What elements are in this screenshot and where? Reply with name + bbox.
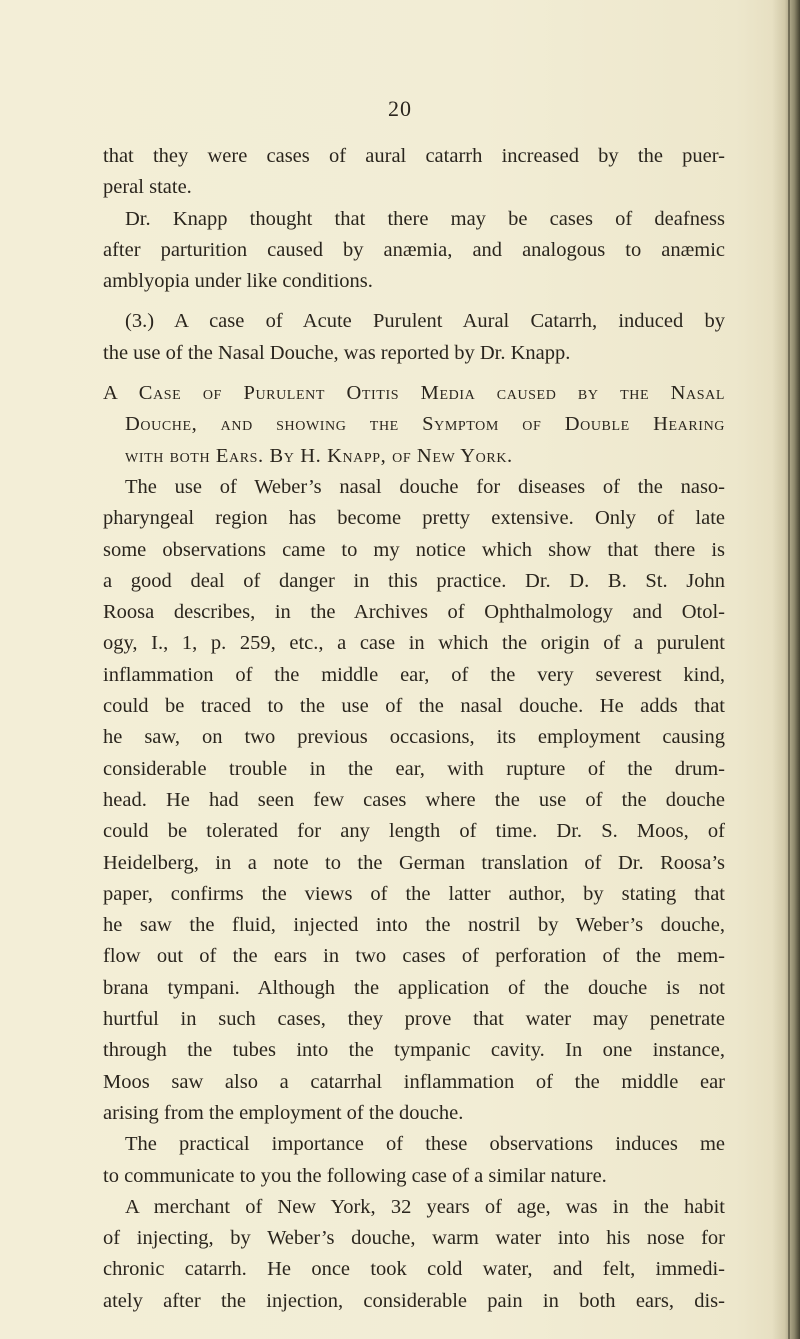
paragraph-practical-importance xyxy=(103,1129,725,1192)
text-line: (3.) A case of Acute Purulent Aural Catarrh, induced by xyxy=(125,310,725,333)
text-line: that they were cases of aural catarrh increased by the puer- xyxy=(103,145,725,167)
text-line: pharyngeal region has become pretty extensive. Only of late xyxy=(103,507,725,530)
text-line: ately after the injection, considerable pain in both ears, dis- xyxy=(103,1289,725,1312)
paragraph-gap xyxy=(103,369,725,378)
binding-edge-line xyxy=(788,0,790,1339)
text-line: head. He had seen few cases where the use of the douche xyxy=(103,788,725,811)
text-line: considerable trouble in the ear, with rupture of the drum- xyxy=(103,757,725,780)
text-line: Heidelberg, in a note to the German translation of Dr. Roosa’s xyxy=(103,851,725,874)
paragraph-weber-douche xyxy=(103,472,725,1129)
text-line: inflammation of the middle ear, of the very severest kind, xyxy=(103,663,725,686)
text-line: brana tympani. Although the application of the douche is not xyxy=(103,976,725,999)
text-line: some observations came to my notice which show that there is xyxy=(103,538,725,561)
text-line: amblyopia under like conditions. xyxy=(103,270,373,293)
text-line: paper, confirms the views of the latter author, by stating that xyxy=(103,882,725,905)
text-line: to communicate to you the following case of a similar nature. xyxy=(103,1164,607,1187)
paragraph-knapp-deafness xyxy=(103,204,725,298)
heading-line: Douche, and showing the Symptom of Double Hearing xyxy=(125,413,725,436)
text-line: could be tolerated for any length of time. Dr. S. Moos, of xyxy=(103,820,725,843)
heading-line: with both Ears. By H. Knapp, of New York. xyxy=(125,444,513,467)
text-line: after parturition caused by anæmia, and analogous to anæmic xyxy=(103,238,725,261)
paragraph-merchant-case xyxy=(103,1192,725,1317)
paragraph-gap xyxy=(103,297,725,306)
text-line: Dr. Knapp thought that there may be cases of deafness xyxy=(125,207,725,230)
binding-edge-shadow xyxy=(772,0,800,1339)
text-line: ogy, I., 1, p. 259, etc., a case in which the origin of a purulent xyxy=(103,632,725,655)
text-line: A merchant of New York, 32 years of age, was in the habit xyxy=(125,1195,725,1218)
text-line: of injecting, by Weber’s douche, warm water into his nose for xyxy=(103,1227,725,1250)
text-line: peral state. xyxy=(103,176,192,199)
text-line: a good deal of danger in this practice. Dr. D. B. St. John xyxy=(103,569,725,592)
body-text xyxy=(103,141,725,1317)
text-line: could be traced to the use of the nasal douche. He adds that xyxy=(103,695,725,718)
paragraph-continuation xyxy=(103,141,725,204)
section-heading xyxy=(103,378,725,472)
paragraph-case-three xyxy=(103,306,725,369)
text-line: The practical importance of these observations induces me xyxy=(125,1133,725,1156)
text-line: arising from the employment of the douche. xyxy=(103,1101,464,1124)
heading-line: A Case of Purulent Otitis Media caused by the Nasal xyxy=(103,382,725,405)
text-line: Roosa describes, in the Archives of Ophthalmology and Otol- xyxy=(103,601,725,624)
text-line: he saw the fluid, injected into the nostril by Weber’s douche, xyxy=(103,914,725,937)
text-line: Moos saw also a catarrhal inflammation of the middle ear xyxy=(103,1070,725,1093)
text-line: through the tubes into the tympanic cavity. In one instance, xyxy=(103,1039,725,1062)
text-line: he saw, on two previous occasions, its employment causing xyxy=(103,726,725,749)
text-line: The use of Weber’s nasal douche for diseases of the naso- xyxy=(125,475,725,498)
text-line: the use of the Nasal Douche, was reported by Dr. Knapp. xyxy=(103,341,571,364)
text-line: chronic catarrh. He once took cold water, and felt, immedi- xyxy=(103,1258,725,1281)
text-line: flow out of the ears in two cases of perforation of the mem- xyxy=(103,945,725,968)
text-line: hurtful in such cases, they prove that water may penetrate xyxy=(103,1008,725,1031)
page-number: 20 xyxy=(388,96,412,121)
